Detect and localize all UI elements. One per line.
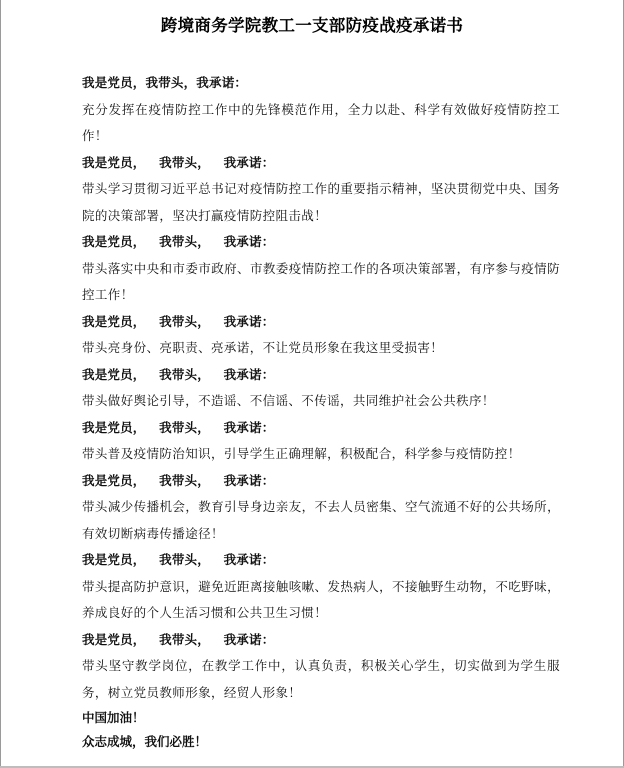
pledge-heading: 我是党员， 我带头， 我承诺： [82, 154, 275, 170]
pledge-section [82, 627, 560, 707]
closing-line: 众志成城，我们必胜！ [82, 734, 208, 749]
pledge-heading: 我是党员，我带头，我承诺： [82, 75, 248, 90]
pledge-text: 充分发挥在疫情防控工作中的先锋模范作用，全力以赴、科学有效做好疫情防控工作！ [82, 101, 560, 143]
pledge-text: 带头落实中央和市委市政府、市教委疫情防控工作的各项决策部署，有序参与疫情防控工作！ [82, 260, 560, 302]
document-body [82, 70, 560, 754]
closing-line: 中国加油！ [82, 710, 145, 725]
pledge-heading: 我是党员， 我带头， 我承诺： [82, 313, 275, 329]
pledge-heading: 我是党员， 我带头， 我承诺： [82, 419, 275, 435]
pledge-section [82, 309, 560, 362]
pledge-section [82, 547, 560, 627]
closing-block [82, 706, 560, 754]
pledge-section [82, 415, 560, 468]
pledge-section [82, 150, 560, 230]
pledge-heading: 我是党员， 我带头， 我承诺： [82, 472, 275, 488]
pledge-heading: 我是党员， 我带头， 我承诺： [82, 234, 275, 249]
pledge-heading: 我是党员， 我带头， 我承诺： [82, 366, 275, 382]
pledge-section [82, 468, 560, 548]
pledge-heading: 我是党员， 我带头， 我承诺： [82, 552, 275, 567]
pledge-heading: 我是党员， 我带头， 我承诺： [82, 631, 275, 647]
pledge-text: 带头减少传播机会，教育引导身边亲友，不去人员密集、空气流通不好的公共场所，有效切断病毒传播途径！ [82, 499, 560, 541]
page-border-left [0, 0, 1, 768]
pledge-section [82, 362, 560, 415]
pledge-text: 带头学习贯彻习近平总书记对疫情防控工作的重要指示精神，坚决贯彻党中央、国务院的决策部署，坚决打赢疫情防控阻击战！ [82, 181, 560, 223]
pledge-section [82, 229, 560, 309]
pledge-text: 带头亮身份、亮职责、亮承诺，不让党员形象在我这里受损害！ [82, 340, 444, 355]
pledge-text: 带头普及疫情防治知识，引导学生正确理解，积极配合，科学参与疫情防控！ [82, 446, 521, 461]
pledge-text: 带头提高防护意识，避免近距离接触咳嗽、发热病人，不接触野生动物，不吃野味，养成良好的个人生活习惯和公共卫生习惯！ [82, 578, 560, 620]
pledge-text: 带头做好舆论引导，不造谣、不信谣、不传谣，共同维护社会公共秩序！ [82, 393, 495, 408]
pledge-text: 带头坚守教学岗位，在教学工作中，认真负责，积极关心学生，切实做到为学生服务，树立党员教师形象，经贸人形象！ [82, 658, 560, 700]
pledge-section [82, 70, 560, 150]
document-title: 跨境商务学院教工一支部防疫战疫承诺书 [160, 16, 464, 35]
